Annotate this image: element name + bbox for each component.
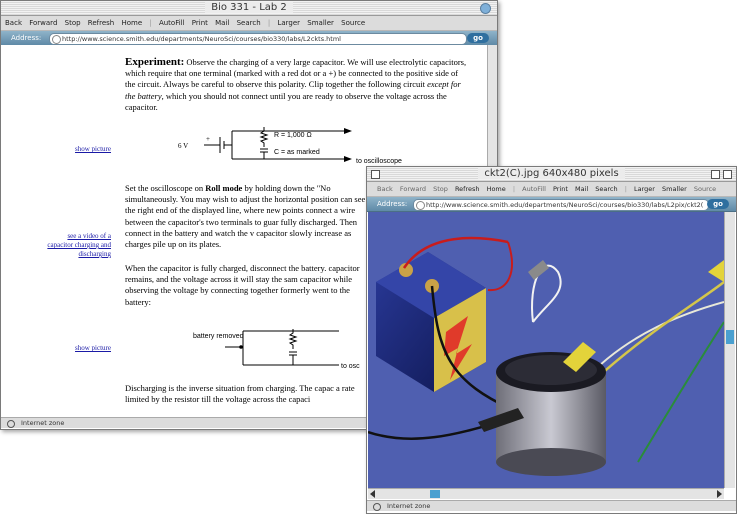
resistor-label: R = 1,000 Ω bbox=[274, 132, 312, 139]
search-button-front[interactable]: Search bbox=[595, 185, 618, 193]
autofill-button[interactable]: AutoFill bbox=[158, 19, 185, 27]
title-bar[interactable] bbox=[1, 1, 497, 16]
title-bar-front[interactable] bbox=[367, 167, 736, 182]
back-button[interactable]: Back bbox=[5, 19, 22, 27]
forward-button-front[interactable]: Forward bbox=[399, 185, 426, 193]
go-button[interactable]: go bbox=[467, 33, 489, 43]
voltage-label: 6 V bbox=[178, 142, 189, 150]
larger-button[interactable]: Larger bbox=[277, 19, 301, 27]
address-field-front[interactable] bbox=[413, 199, 709, 211]
toolbar-front: Back Forward Stop Refresh Home | AutoFill Print Mail Search | Larger Smaller Source bbox=[367, 182, 736, 197]
home-button-front[interactable]: Home bbox=[486, 185, 506, 193]
smaller-button-front[interactable]: Smaller bbox=[662, 185, 687, 193]
autofill-button-front[interactable]: AutoFill bbox=[522, 185, 546, 193]
experiment-heading: Experiment: bbox=[125, 56, 185, 68]
status-text-front: Internet zone bbox=[387, 502, 431, 510]
go-button-front[interactable]: go bbox=[707, 199, 729, 209]
source-button[interactable]: Source bbox=[341, 19, 366, 27]
discharging-paragraph: Discharging is the inverse situation from charging. The capac a rate limited by the resistor till the voltage across the capaci bbox=[125, 383, 355, 405]
toolbar: Back Forward Stop Refresh Home | AutoFill Print Mail Search | Larger Smaller Source bbox=[1, 16, 497, 31]
scroll-thumb-v[interactable] bbox=[726, 330, 734, 344]
home-button[interactable]: Home bbox=[121, 19, 143, 27]
address-label: Address: bbox=[11, 34, 42, 42]
collapse-box-icon[interactable] bbox=[723, 170, 732, 179]
back-button-front[interactable]: Back bbox=[377, 185, 393, 193]
address-bar-front bbox=[367, 197, 736, 212]
scroll-thumb-h[interactable] bbox=[430, 490, 440, 498]
zoom-box-icon[interactable] bbox=[711, 170, 720, 179]
roll-mode-paragraph: Set the oscilloscope on Roll mode by holding down the "No simultaneously. You may wish to adjust the horizontal position can see the right end of the displayed line, where new points connect a wire between the capacitor's two terminals to guar fully discharged. Then connect in the battery and watch the v capacitor slowly increase as charges pile up on its plates. bbox=[125, 183, 366, 250]
stop-button[interactable]: Stop bbox=[64, 19, 81, 27]
address-url-front: http://www.science.smith.edu/departments/NeuroSci/courses/bio330/labs/L2pix/ckt2( bbox=[426, 201, 704, 209]
svg-text:+: + bbox=[206, 135, 210, 143]
scroll-right-icon[interactable] bbox=[717, 490, 722, 498]
image-window-ckt2 bbox=[366, 166, 737, 514]
scroll-left-icon[interactable] bbox=[370, 490, 375, 498]
status-bar-front bbox=[367, 500, 736, 511]
print-button[interactable]: Print bbox=[191, 19, 208, 27]
image-window-title: ckt2(C).jpg 640x480 pixels bbox=[478, 168, 624, 179]
discharge-paragraph: When the capacitor is fully charged, disconnect the battery. capacitor remains, and the voltage across it will stay the sam capacitor while observing the voltage by connecting together formerly went to the battery: bbox=[125, 263, 360, 307]
page-icon bbox=[52, 35, 61, 44]
oscilloscope-label: to oscilloscope bbox=[356, 158, 402, 165]
show-picture-link-1[interactable]: show picture bbox=[75, 145, 111, 153]
collapse-icon[interactable] bbox=[480, 3, 491, 14]
mail-button-front[interactable]: Mail bbox=[575, 185, 589, 193]
globe-icon-front bbox=[373, 503, 381, 511]
address-field[interactable] bbox=[49, 33, 467, 45]
horizontal-scrollbar-front[interactable] bbox=[368, 488, 724, 499]
address-url: http://www.science.smith.edu/departments/NeuroSci/courses/bio330/labs/L2ckts.html bbox=[62, 35, 341, 43]
discharging-circuit-diagram bbox=[189, 325, 369, 371]
address-label-front: Address: bbox=[377, 200, 408, 208]
larger-button-front[interactable]: Larger bbox=[634, 185, 655, 193]
status-text: Internet zone bbox=[21, 419, 65, 427]
circuit-photo bbox=[368, 212, 724, 488]
stop-button-front[interactable]: Stop bbox=[433, 185, 448, 193]
search-button[interactable]: Search bbox=[236, 19, 261, 27]
address-bar bbox=[1, 31, 497, 46]
globe-icon bbox=[7, 420, 15, 428]
show-picture-link-2[interactable]: show picture bbox=[75, 344, 111, 352]
smaller-button[interactable]: Smaller bbox=[307, 19, 334, 27]
print-button-front[interactable]: Print bbox=[552, 185, 568, 193]
video-link[interactable]: see a video of a capacitor charging and discharging bbox=[47, 232, 111, 258]
page-icon-front bbox=[416, 201, 425, 210]
refresh-button[interactable]: Refresh bbox=[87, 19, 115, 27]
photo-illustration bbox=[368, 212, 724, 488]
oscilloscope-label-2: to osc bbox=[341, 363, 360, 370]
battery-removed-label: battery removed bbox=[193, 333, 244, 340]
mail-button[interactable]: Mail bbox=[215, 19, 230, 27]
forward-button[interactable]: Forward bbox=[29, 19, 58, 27]
refresh-button-front[interactable]: Refresh bbox=[454, 185, 480, 193]
window-title: Bio 331 - Lab 2 bbox=[205, 2, 293, 13]
experiment-paragraph: Experiment: Observe the charging of a very large capacitor. We will use electrolytic capacitors, which require that one terminal (marked with a red dot or a +) be connected to the positive side of the circuit. Always be careful to observe this polarity. Clip together the following circuit except for the battery, which you should not connect until you are ready to observe the voltage across the capacitor. bbox=[125, 56, 467, 112]
source-button-front[interactable]: Source bbox=[693, 185, 717, 193]
vertical-scrollbar-front[interactable] bbox=[724, 212, 735, 488]
capacitor-label: C = as marked bbox=[274, 149, 320, 156]
charging-circuit-diagram bbox=[176, 123, 416, 167]
